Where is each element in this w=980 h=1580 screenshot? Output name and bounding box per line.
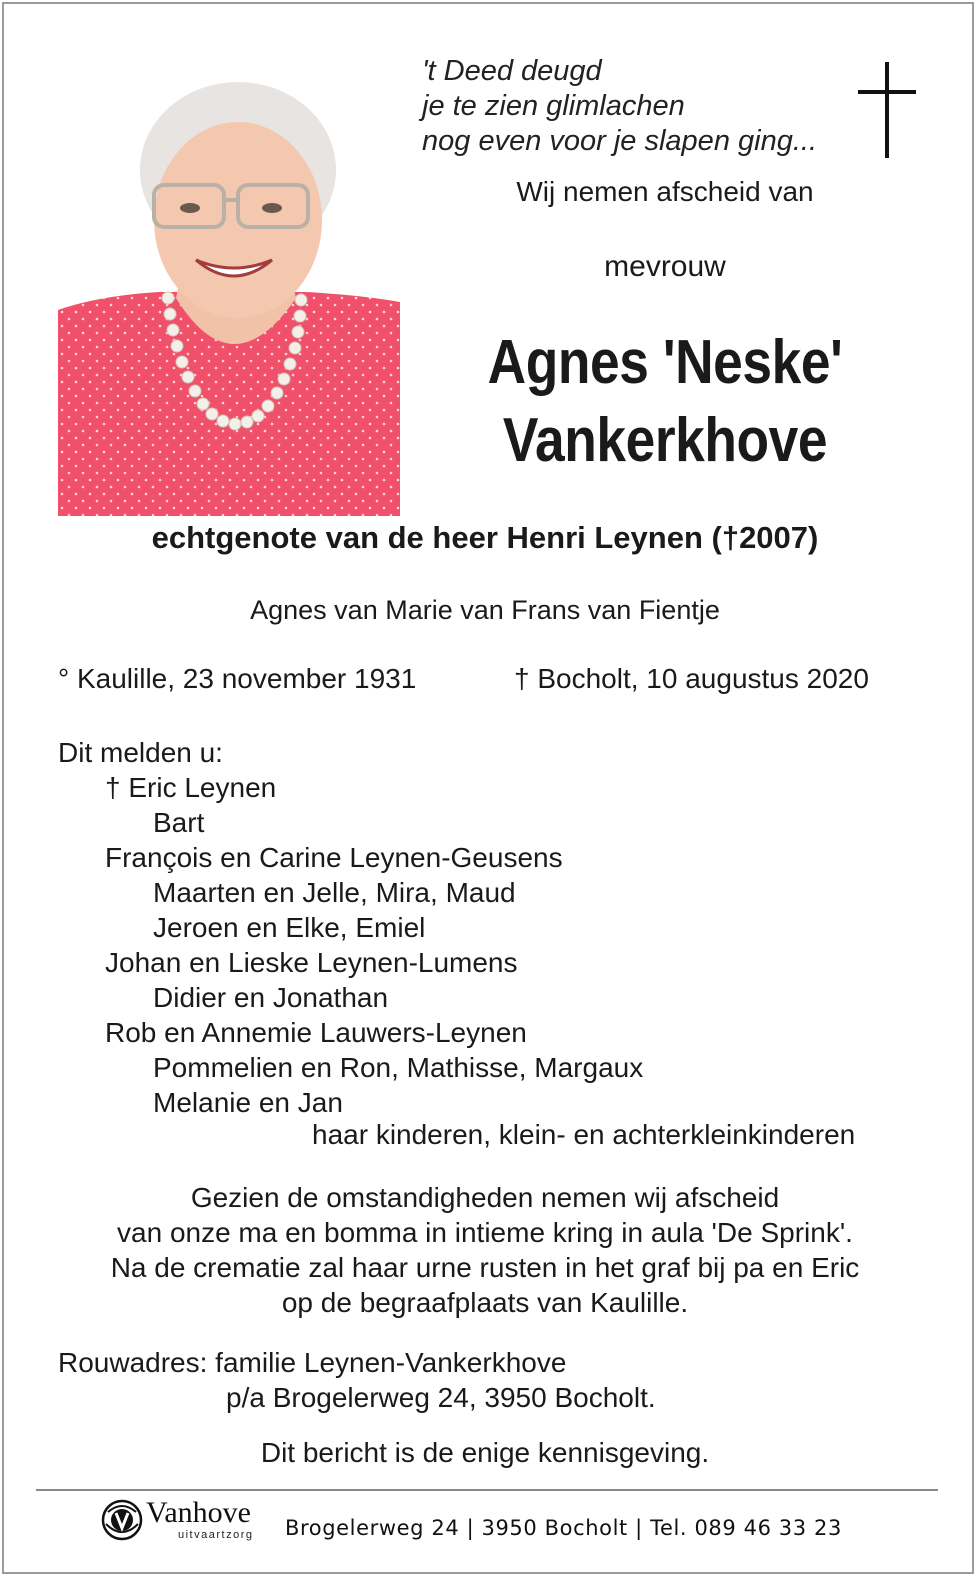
portrait-photo bbox=[58, 70, 400, 516]
name-line: Vankerkhove bbox=[502, 406, 828, 475]
list-item: Rob en Annemie Lauwers-Leynen bbox=[105, 1017, 527, 1048]
name-line: Agnes 'Neske' bbox=[487, 328, 843, 397]
poem-line: nog even voor je slapen ging... bbox=[422, 125, 817, 157]
death-info: † Bocholt, 10 augustus 2020 bbox=[514, 663, 869, 694]
list-item: Jeroen en Elke, Emiel bbox=[153, 912, 426, 943]
message-line: van onze ma en bomma in intieme kring in aula 'De Sprink'. bbox=[117, 1217, 853, 1248]
list-item: Johan en Lieske Leynen-Lumens bbox=[105, 947, 518, 978]
poem bbox=[422, 54, 817, 159]
birth-info: ° Kaulille, 23 november 1931 bbox=[58, 663, 417, 694]
poem-line: je te zien glimlachen bbox=[422, 90, 685, 122]
list-item: François en Carine Leynen-Geusens bbox=[105, 842, 563, 873]
list-item: Melanie en Jan bbox=[153, 1087, 343, 1118]
divider bbox=[36, 1489, 938, 1491]
notice-text: Dit bericht is de enige kennisgeving. bbox=[260, 1437, 710, 1468]
list-item: Bart bbox=[153, 807, 205, 838]
family-heading: Dit melden u: bbox=[58, 737, 223, 768]
poem-line: 't Deed deugd bbox=[422, 55, 602, 87]
deceased-name bbox=[437, 324, 893, 480]
message-line: op de begraafplaats van Kaulille. bbox=[281, 1287, 689, 1318]
footer-address: Brogelerweg 24 | 3950 Bocholt | Tel. 089 46 33 23 bbox=[285, 1516, 842, 1540]
nickname-line: Agnes van Marie van Frans van Fientje bbox=[250, 595, 720, 625]
family-closing: haar kinderen, klein- en achterkleinkinderen bbox=[312, 1119, 856, 1150]
farewell-message bbox=[0, 1180, 970, 1320]
list-item: † Eric Leynen bbox=[105, 772, 277, 803]
family-list bbox=[58, 735, 643, 1120]
list-item: Pommelien en Ron, Mathisse, Margaux bbox=[153, 1052, 644, 1083]
intro-text: Wij nemen afscheid van bbox=[516, 176, 814, 207]
title-text: mevrouw bbox=[604, 250, 726, 283]
cross-icon bbox=[858, 62, 916, 158]
brand-subtitle: uitvaartzorg bbox=[178, 1529, 254, 1541]
list-item: Didier en Jonathan bbox=[153, 982, 389, 1013]
vanhove-logo-icon bbox=[100, 1498, 144, 1542]
spouse-line: echtgenote van de heer Henri Leynen (†2007) bbox=[151, 520, 819, 555]
address-line: p/a Brogelerweg 24, 3950 Bocholt. bbox=[226, 1382, 656, 1413]
address-line: Rouwadres: familie Leynen-Vankerkhove bbox=[58, 1347, 567, 1378]
mourning-address bbox=[58, 1345, 656, 1415]
list-item: Maarten en Jelle, Mira, Maud bbox=[153, 877, 516, 908]
brand-name: Vanhove bbox=[146, 1496, 251, 1529]
message-line: Na de crematie zal haar urne rusten in het graf bij pa en Eric bbox=[110, 1252, 860, 1283]
message-line: Gezien de omstandigheden nemen wij afscheid bbox=[190, 1182, 780, 1213]
